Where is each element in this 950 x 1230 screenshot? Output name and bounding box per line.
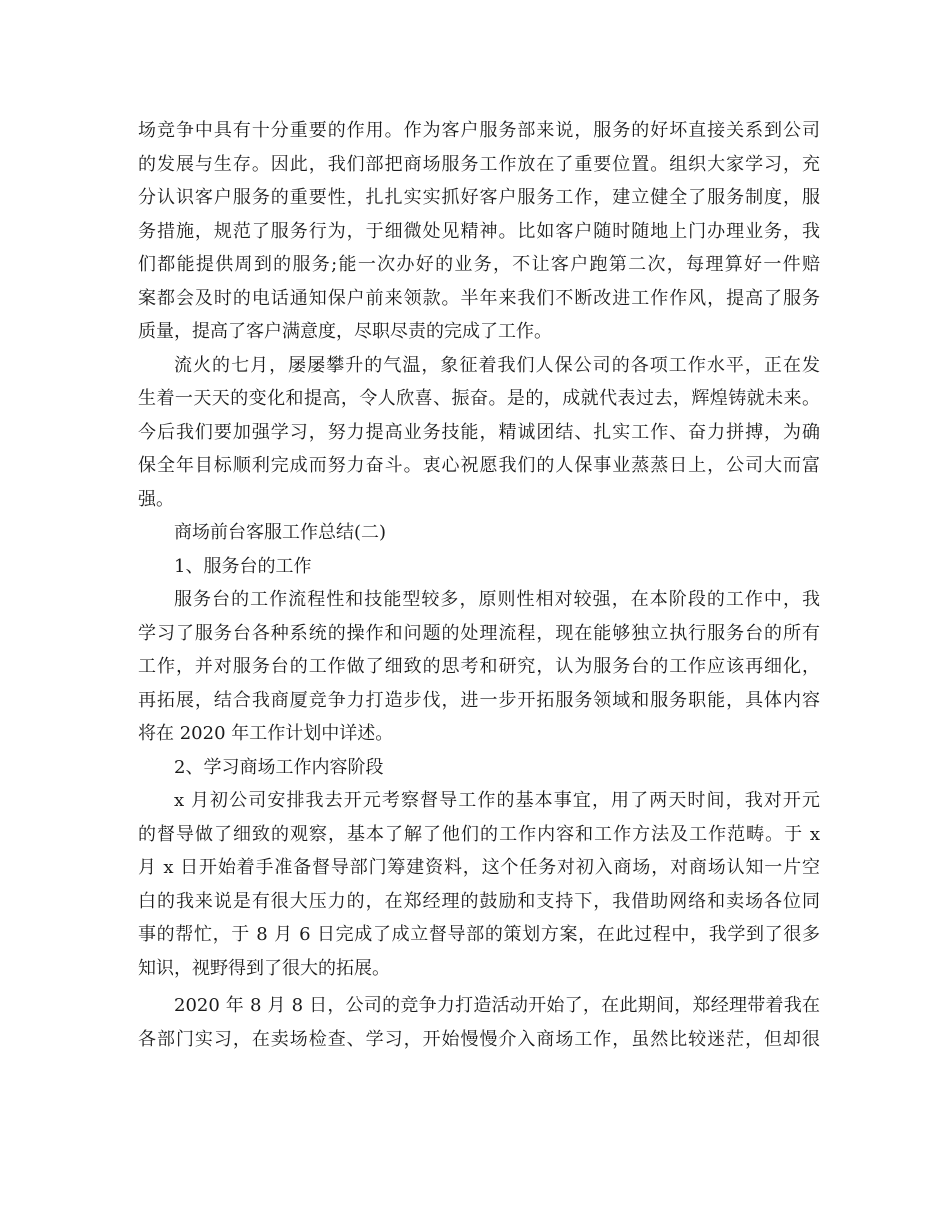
text-line: 保全年目标顺利完成而努力奋斗。衷心祝愿我们的人保事业蒸蒸日上，公司大而富 [138, 455, 820, 476]
text-line: 月 x 日开始着手准备督导部门筹建资料，这个任务对初入商场，对商场认知一片空 [138, 857, 820, 878]
text-line: x 月初公司安排我去开元考察督导工作的基本事宜，用了两天时间，我对开元 [174, 790, 820, 811]
text-line: 2020 年 8 月 8 日，公司的竞争力打造活动开始了，在此期间，郑经理带着我在 [174, 995, 820, 1016]
text-line: 流火的七月，屡屡攀升的气温，象征着我们人保公司的各项工作水平，正在发 [174, 354, 820, 376]
text-line: 案都会及时的电话通知保户前来领款。半年来我们不断改进工作作风，提高了服务 [138, 287, 820, 309]
text-line: 商场前台客服工作总结(二) [174, 522, 387, 543]
text-line: 各部门实习，在卖场检查、学习，开始慢慢介入商场工作，虽然比较迷茫，但却很 [138, 1028, 820, 1050]
text-line: 们都能提供周到的服务;能一次办好的业务，不让客户跑第二次，每理算好一件赔 [138, 254, 820, 275]
text-line: 今后我们要加强学习，努力提高业务技能，精诚团结、扎实工作、奋力拼搏，为确 [138, 421, 820, 443]
text-line: 将在 2020 年工作计划中详述。 [138, 723, 394, 744]
text-line: 工作，并对服务台的工作做了细致的思考和研究，认为服务台的工作应该再细化， [138, 656, 820, 677]
document-body [138, 114, 820, 1056]
text-line: 2、学习商场工作内容阶段 [174, 756, 384, 778]
text-line: 强。 [138, 488, 174, 510]
text-line: 生着一天天的变化和提高，令人欣喜、振奋。是的，成就代表过去，辉煌铸就未来。 [138, 388, 820, 409]
text-line: 服务台的工作流程性和技能型较多，原则性相对较强，在本阶段的工作中，我 [174, 589, 820, 610]
text-line: 质量，提高了客户满意度，尽职尽责的完成了工作。 [138, 321, 552, 342]
text-line: 务措施，规范了服务行为，于细微处见精神。比如客户随时随地上门办理业务，我 [138, 220, 820, 242]
text-line: 场竞争中具有十分重要的作用。作为客户服务部来说，服务的好坏直接关系到公司 [138, 120, 820, 141]
text-line: 分认识客户服务的重要性，扎扎实实抓好客户服务工作，建立健全了服务制度，服 [138, 187, 820, 208]
text-line: 再拓展，结合我商厦竞争力打造步伐，进一步开拓服务领域和服务职能，具体内容 [138, 689, 820, 711]
text-line: 事的帮忙，于 8 月 6 日完成了成立督导部的策划方案，在此过程中，我学到了很多 [138, 924, 820, 945]
text-line: 的发展与生存。因此，我们部把商场服务工作放在了重要位置。组织大家学习，充 [138, 153, 820, 175]
text-line: 白的我来说是有很大压力的，在郑经理的鼓励和支持下，我借助网络和卖场各位同 [138, 890, 820, 912]
text-line: 的督导做了细致的观察，基本了解了他们的工作内容和工作方法及工作范畴。于 x [138, 823, 820, 845]
text-line: 知识，视野得到了很大的拓展。 [138, 957, 390, 979]
text-line: 1、服务台的工作 [174, 555, 312, 577]
text-line: 学习了服务台各种系统的操作和问题的处理流程，现在能够独立执行服务台的所有 [138, 622, 820, 644]
